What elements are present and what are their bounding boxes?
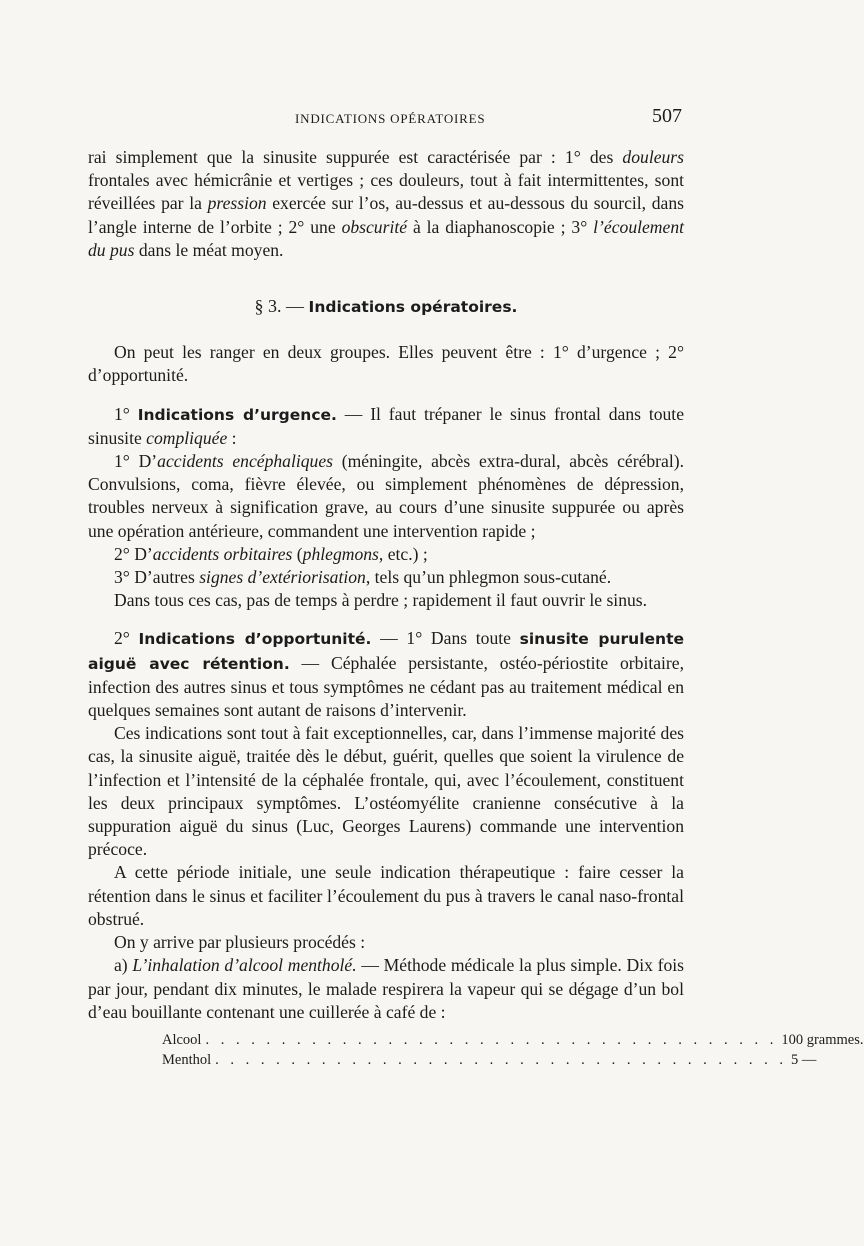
body-text [88, 146, 864, 1070]
section-heading [88, 295, 684, 319]
text-run: dans le méat moyen. [134, 239, 284, 260]
text-run: à la diaphanoscopie ; 3° [407, 216, 594, 237]
text-run: frontales avec hémicrânie et vertiges ; ces douleurs, tout à fait intermittentes, sont réveillées par la [88, 170, 684, 214]
paragraph-inhalation [88, 954, 684, 1024]
italic-run: accidents encéphaliques [157, 451, 333, 472]
subheading-urgence: Indications d’urgence. [137, 405, 337, 424]
italic-run: pression [207, 193, 267, 214]
paragraph-no-time: Dans tous ces cas, pas de temps à perdre ; rapidement il faut ouvrir le sinus. [114, 590, 648, 611]
text-run: 1° [114, 403, 130, 424]
text-run: 2° [114, 628, 130, 649]
text-run: : [227, 427, 237, 448]
recipe-table [162, 1030, 864, 1070]
text-run: — 1° Dans toute [371, 628, 520, 649]
recipe-quantity: 5 — [791, 1051, 817, 1068]
text-run: ( [292, 543, 303, 564]
leader-dots: . . . . . . . . . . . . . . . . . . . . . . . . . . . . . . . . . . . . . . [205, 1031, 778, 1048]
text-run: a) [114, 955, 133, 976]
text-run: — Il faut trépaner le sinus frontal dans toute sinusite [88, 403, 685, 448]
text-run: (méningite, abcès extra-dural, abcès cérébral). Convulsions, coma, fièvre élevée, ou simplement phénomènes de dépression, troubles nerveux à signification grave, au cours d’une sinusite suppurée ou après une opération antérieure, commandent une intervention rapide ; [88, 451, 684, 541]
text-run: — Méthode médicale la plus simple. Dix fois par jour, pendant dix minutes, le malade respirera la vapeur qui se dégage d’un bol d’eau bouillante contenant une cuillerée à café de : [88, 955, 684, 1022]
list-item-orbitaires [88, 543, 684, 566]
paragraph-periode-initiale: A cette période initiale, une seule indication thérapeutique : faire cesser la rétention dans le sinus et faciliter l’écoulement du pus à travers le canal naso-frontal obstrué. [88, 862, 684, 929]
recipe-quantity: 100 grammes. [781, 1031, 864, 1048]
recipe-row [162, 1030, 864, 1050]
recipe-ingredient: Menthol [162, 1051, 212, 1068]
text-run: 3° D’autres [114, 567, 200, 588]
running-head [0, 105, 800, 135]
text-run: , tels qu’un phlegmon sous-cutané. [365, 567, 612, 588]
italic-run: compliquée [146, 427, 228, 448]
leader-dots: . . . . . . . . . . . . . . . . . . . . . . . . . . . . . . . . . . . . . . [215, 1051, 788, 1068]
text-run: exercée sur l’os, au-dessus et au-dessous du sourcil, dans l’angle interne de l’orbite ; 2° une [88, 193, 685, 237]
list-item-encephaliques [88, 450, 684, 543]
italic-run: accidents orbitaires [152, 543, 293, 564]
italic-run: obscurité [341, 216, 408, 237]
text-run: rai simplement que la sinusite suppurée est caractérisée par : 1° des [88, 147, 623, 167]
text-run: 2° D’ [114, 543, 153, 564]
paragraph-opportunite [88, 627, 684, 722]
section-title: Indications opératoires. [308, 298, 518, 317]
paragraph-procedes: On y arrive par plusieurs procédés : [114, 932, 366, 953]
italic-run: l’écoulement du pus [88, 216, 685, 260]
italic-run: douleurs [622, 147, 684, 167]
text-run: , etc.) ; [378, 543, 428, 564]
italic-run: signes d’extériorisation [199, 567, 366, 588]
recipe-ingredient: Alcool [162, 1031, 202, 1048]
bold-run: sinusite purulente aiguë avec rétention. [88, 630, 684, 673]
paragraph-exceptionnelles: Ces indications sont tout à fait exceptionnelles, car, dans l’immense majorité des cas, la sinusite aiguë, traitée dès le début, guérit, quelles que soient la virulence de l’infection et l’intensité de la céphalée frontale, qui, avec l’écoulement, constituent les deux principaux symptômes. L’ostéomyélite cranienne consécutive à la suppuration aiguë du sinus (Luc, Georges Laurens) commande une intervention précoce. [88, 723, 684, 860]
list-item-exteriorisation [88, 566, 684, 589]
page-number: 507 [652, 105, 682, 127]
recipe-row [162, 1050, 817, 1070]
running-title: INDICATIONS OPÉRATOIRES [295, 111, 486, 126]
text-run: 1° D’ [114, 451, 158, 472]
paragraph-sinusitis-signs [88, 146, 684, 262]
subheading-opportunite: Indications d’opportunité. [138, 630, 372, 649]
paragraph-groups: On peut les ranger en deux groupes. Elles peuvent être : 1° d’urgence ; 2° d’opportunité. [88, 342, 684, 386]
paragraph-urgence [88, 403, 684, 450]
italic-run: L’inhalation d’alcool mentholé. [132, 955, 357, 976]
italic-run: phlegmons [302, 543, 379, 564]
text-run: — Céphalée persistante, ostéo-périostite orbitaire, infection des autres sinus et tous symptômes ne cédant pas au traitement médical en quelques semaines sont autant de raisons d’intervenir. [88, 652, 684, 721]
section-number: § 3. — [254, 296, 305, 317]
